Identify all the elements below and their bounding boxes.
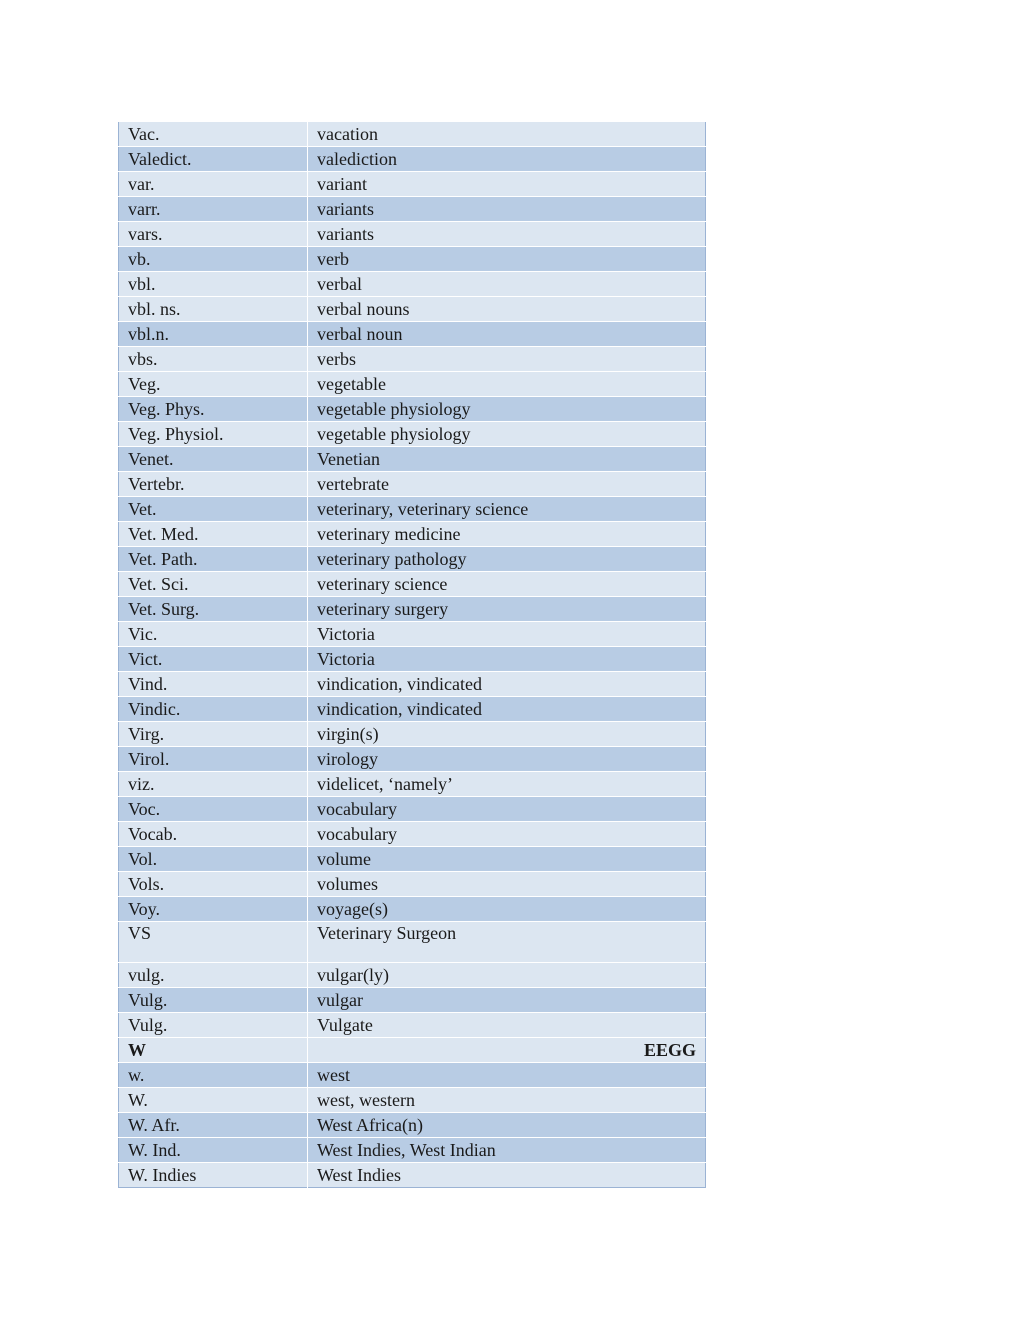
abbreviation-cell: Voc. xyxy=(119,797,308,822)
abbreviations-table xyxy=(118,121,706,1188)
abbreviation-cell: Voy. xyxy=(119,897,308,922)
table-row xyxy=(119,672,706,697)
abbreviation-cell: vbs. xyxy=(119,347,308,372)
section-letter: W xyxy=(119,1038,308,1063)
meaning-cell: vulgar xyxy=(308,988,706,1013)
table-row xyxy=(119,247,706,272)
abbreviation-cell: W. Indies xyxy=(119,1163,308,1188)
meaning-cell: vindication, vindicated xyxy=(308,672,706,697)
meaning-cell: vegetable xyxy=(308,372,706,397)
table-row xyxy=(119,872,706,897)
abbreviation-cell: vulg. xyxy=(119,963,308,988)
meaning-cell: verbal xyxy=(308,272,706,297)
meaning-cell: verbal nouns xyxy=(308,297,706,322)
table-row xyxy=(119,772,706,797)
abbreviation-cell: VS xyxy=(119,922,308,963)
table-row xyxy=(119,222,706,247)
abbreviation-cell: Virol. xyxy=(119,747,308,772)
meaning-cell: verb xyxy=(308,247,706,272)
table-row xyxy=(119,1013,706,1038)
meaning-cell: Vulgate xyxy=(308,1013,706,1038)
abbreviation-cell: W. Afr. xyxy=(119,1113,308,1138)
abbreviation-cell: Vertebr. xyxy=(119,472,308,497)
abbreviation-cell: Vet. Sci. xyxy=(119,572,308,597)
table-row xyxy=(119,597,706,622)
abbreviation-cell: Vulg. xyxy=(119,988,308,1013)
table-row xyxy=(119,1063,706,1088)
meaning-cell: Victoria xyxy=(308,622,706,647)
meaning-cell: voyage(s) xyxy=(308,897,706,922)
table-row xyxy=(119,197,706,222)
abbreviation-cell: Vocab. xyxy=(119,822,308,847)
abbreviation-cell: vars. xyxy=(119,222,308,247)
meaning-cell: Veterinary Surgeon xyxy=(308,922,706,963)
abbreviation-cell: Vol. xyxy=(119,847,308,872)
abbreviation-cell: Vac. xyxy=(119,122,308,147)
table-row xyxy=(119,322,706,347)
abbreviation-cell: w. xyxy=(119,1063,308,1088)
table-row xyxy=(119,122,706,147)
meaning-cell: virology xyxy=(308,747,706,772)
meaning-cell: vegetable physiology xyxy=(308,397,706,422)
meaning-cell: videlicet, ‘namely’ xyxy=(308,772,706,797)
meaning-cell: vindication, vindicated xyxy=(308,697,706,722)
table-row xyxy=(119,622,706,647)
table-row xyxy=(119,1113,706,1138)
abbreviation-cell: Vic. xyxy=(119,622,308,647)
table-row xyxy=(119,697,706,722)
table-row xyxy=(119,1088,706,1113)
abbreviation-cell: Venet. xyxy=(119,447,308,472)
abbreviation-cell: vb. xyxy=(119,247,308,272)
table-row xyxy=(119,847,706,872)
abbreviation-cell: W. xyxy=(119,1088,308,1113)
abbreviation-cell: Virg. xyxy=(119,722,308,747)
table-row xyxy=(119,447,706,472)
meaning-cell: volume xyxy=(308,847,706,872)
abbreviation-cell: Vindic. xyxy=(119,697,308,722)
abbreviation-cell: Veg. Physiol. xyxy=(119,422,308,447)
table-row xyxy=(119,472,706,497)
table-row xyxy=(119,963,706,988)
meaning-cell: West Indies, West Indian xyxy=(308,1138,706,1163)
table-row xyxy=(119,988,706,1013)
meaning-cell: verbal noun xyxy=(308,322,706,347)
abbreviation-cell: Vet. Path. xyxy=(119,547,308,572)
meaning-cell: volumes xyxy=(308,872,706,897)
table-row xyxy=(119,147,706,172)
meaning-cell: Venetian xyxy=(308,447,706,472)
abbreviation-cell: Vict. xyxy=(119,647,308,672)
table-row xyxy=(119,922,706,963)
section-right-label: EEGG xyxy=(308,1038,706,1063)
abbreviation-cell: Veg. Phys. xyxy=(119,397,308,422)
table-row xyxy=(119,172,706,197)
table-row xyxy=(119,347,706,372)
abbreviation-cell: Vulg. xyxy=(119,1013,308,1038)
table-row xyxy=(119,572,706,597)
table-row xyxy=(119,522,706,547)
abbreviation-cell: Vind. xyxy=(119,672,308,697)
table-row xyxy=(119,297,706,322)
table-row xyxy=(119,372,706,397)
meaning-cell: vertebrate xyxy=(308,472,706,497)
table-row xyxy=(119,1163,706,1188)
abbreviation-cell: Vols. xyxy=(119,872,308,897)
abbreviation-cell: Valedict. xyxy=(119,147,308,172)
table-row xyxy=(119,647,706,672)
table-row xyxy=(119,722,706,747)
meaning-cell: verbs xyxy=(308,347,706,372)
abbreviation-cell: Vet. xyxy=(119,497,308,522)
meaning-cell: vocabulary xyxy=(308,822,706,847)
meaning-cell: valediction xyxy=(308,147,706,172)
meaning-cell: veterinary, veterinary science xyxy=(308,497,706,522)
meaning-cell: variants xyxy=(308,197,706,222)
abbreviation-cell: W. Ind. xyxy=(119,1138,308,1163)
meaning-cell: veterinary surgery xyxy=(308,597,706,622)
abbreviation-cell: viz. xyxy=(119,772,308,797)
meaning-cell: West Africa(n) xyxy=(308,1113,706,1138)
table-row xyxy=(119,797,706,822)
meaning-cell: vocabulary xyxy=(308,797,706,822)
abbreviation-cell: vbl. ns. xyxy=(119,297,308,322)
meaning-cell: vacation xyxy=(308,122,706,147)
abbreviation-cell: vbl.n. xyxy=(119,322,308,347)
meaning-cell: veterinary medicine xyxy=(308,522,706,547)
meaning-cell: west xyxy=(308,1063,706,1088)
table-row xyxy=(119,897,706,922)
table-row xyxy=(119,397,706,422)
meaning-cell: variant xyxy=(308,172,706,197)
meaning-cell: Victoria xyxy=(308,647,706,672)
abbreviation-cell: Vet. Med. xyxy=(119,522,308,547)
abbreviation-cell: varr. xyxy=(119,197,308,222)
table-row xyxy=(119,422,706,447)
table-row xyxy=(119,497,706,522)
abbreviation-cell: vbl. xyxy=(119,272,308,297)
abbreviation-cell: Vet. Surg. xyxy=(119,597,308,622)
meaning-cell: vegetable physiology xyxy=(308,422,706,447)
table-row xyxy=(119,1138,706,1163)
abbreviation-cell: Veg. xyxy=(119,372,308,397)
table-row xyxy=(119,822,706,847)
abbreviation-cell: var. xyxy=(119,172,308,197)
table-row xyxy=(119,272,706,297)
meaning-cell: virgin(s) xyxy=(308,722,706,747)
table-row xyxy=(119,747,706,772)
table-row xyxy=(119,547,706,572)
meaning-cell: veterinary pathology xyxy=(308,547,706,572)
meaning-cell: veterinary science xyxy=(308,572,706,597)
meaning-cell: west, western xyxy=(308,1088,706,1113)
meaning-cell: variants xyxy=(308,222,706,247)
meaning-cell: vulgar(ly) xyxy=(308,963,706,988)
section-header-row xyxy=(119,1038,706,1063)
meaning-cell: West Indies xyxy=(308,1163,706,1188)
